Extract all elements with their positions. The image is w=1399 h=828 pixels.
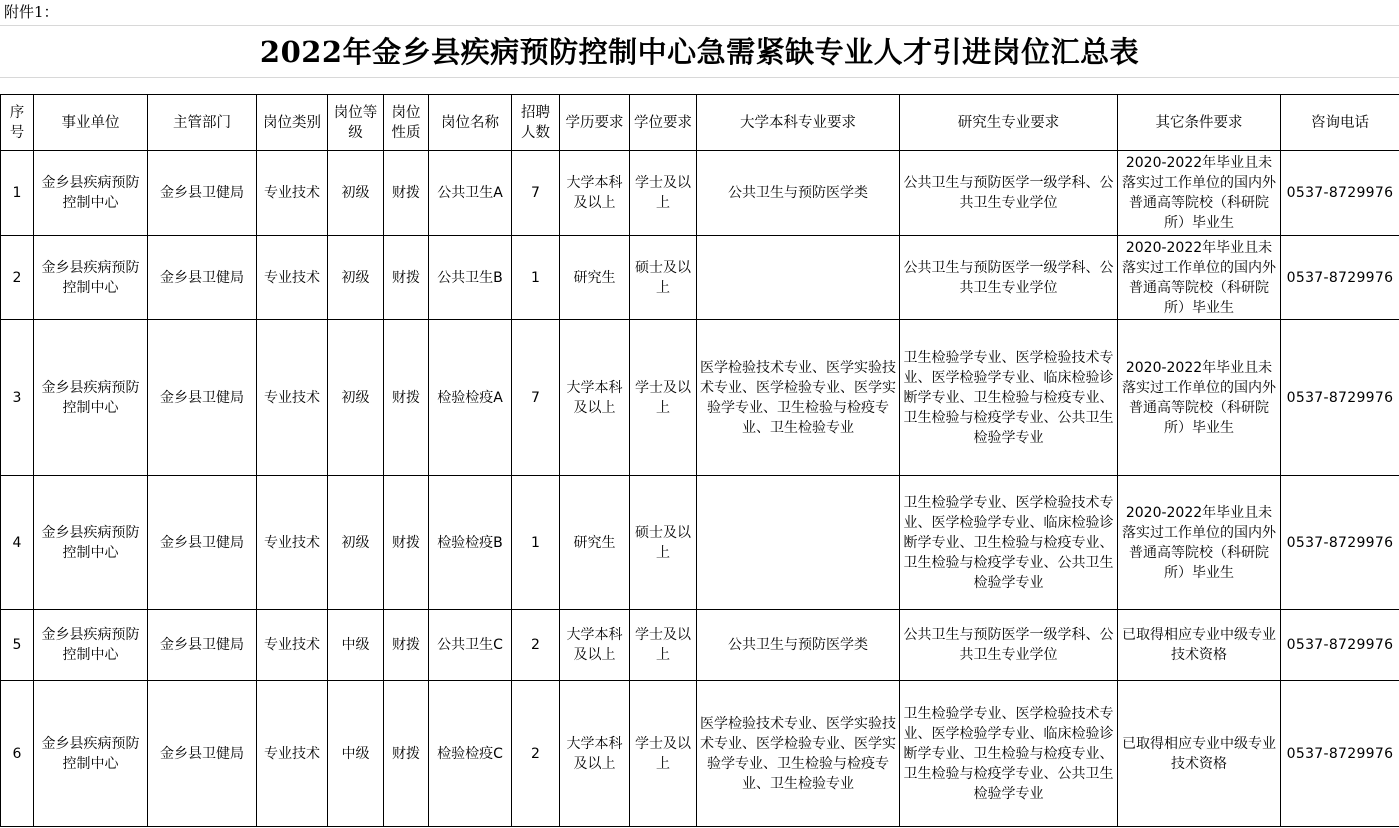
cell-education: 大学本科及以上: [560, 610, 630, 681]
cell-other: 2020-2022年毕业且未落实过工作单位的国内外普通高等院校（科研院所）毕业生: [1118, 320, 1281, 476]
cell-unit: 金乡县疾病预防控制中心: [34, 320, 148, 476]
cell-level: 初级: [328, 151, 384, 236]
cell-grad-major: 卫生检验学专业、医学检验技术专业、医学检验学专业、临床检验诊断学专业、卫生检验与检疫专业、卫生检验与检疫学专业、公共卫生检验学专业: [900, 320, 1118, 476]
cell-unit: 金乡县疾病预防控制中心: [34, 476, 148, 610]
cell-grad-major: 公共卫生与预防医学一级学科、公共卫生专业学位: [900, 236, 1118, 320]
cell-nature: 财拨: [384, 476, 429, 610]
cell-category: 专业技术: [257, 681, 328, 827]
cell-count: 2: [512, 610, 560, 681]
cell-post: 检验检疫C: [429, 681, 512, 827]
column-header: 大学本科专业要求: [697, 95, 900, 151]
cell-undergrad-major: 医学检验技术专业、医学实验技术专业、医学检验专业、医学实验学专业、卫生检验与检疫专业、卫生检验专业: [697, 681, 900, 827]
cell-degree: 硕士及以上: [630, 476, 697, 610]
column-header: 序号: [1, 95, 34, 151]
cell-no: 4: [1, 476, 34, 610]
cell-post: 公共卫生B: [429, 236, 512, 320]
cell-phone: 0537-8729976: [1281, 151, 1399, 236]
cell-education: 大学本科及以上: [560, 320, 630, 476]
attachment-label: 附件1：: [0, 0, 1399, 26]
cell-undergrad-major: 医学检验技术专业、医学实验技术专业、医学检验专业、医学实验学专业、卫生检验与检疫专业、卫生检验专业: [697, 320, 900, 476]
cell-post: 公共卫生C: [429, 610, 512, 681]
cell-dept: 金乡县卫健局: [148, 610, 257, 681]
cell-education: 研究生: [560, 236, 630, 320]
cell-category: 专业技术: [257, 151, 328, 236]
cell-count: 7: [512, 320, 560, 476]
table-header-row: [1, 95, 1399, 151]
table-row: [1, 681, 1399, 827]
cell-category: 专业技术: [257, 610, 328, 681]
cell-post: 检验检疫B: [429, 476, 512, 610]
cell-other: 已取得相应专业中级专业技术资格: [1118, 681, 1281, 827]
column-header: 其它条件要求: [1118, 95, 1281, 151]
cell-post: 检验检疫A: [429, 320, 512, 476]
cell-no: 1: [1, 151, 34, 236]
cell-grad-major: 卫生检验学专业、医学检验技术专业、医学检验学专业、临床检验诊断学专业、卫生检验与检疫专业、卫生检验与检疫学专业、公共卫生检验学专业: [900, 681, 1118, 827]
cell-level: 初级: [328, 476, 384, 610]
cell-education: 大学本科及以上: [560, 681, 630, 827]
cell-dept: 金乡县卫健局: [148, 476, 257, 610]
cell-category: 专业技术: [257, 320, 328, 476]
column-header: 岗位性质: [384, 95, 429, 151]
cell-count: 2: [512, 681, 560, 827]
column-header: 招聘人数: [512, 95, 560, 151]
cell-degree: 学士及以上: [630, 610, 697, 681]
table-row: [1, 320, 1399, 476]
table-row: [1, 476, 1399, 610]
cell-no: 3: [1, 320, 34, 476]
column-header: 岗位等级: [328, 95, 384, 151]
table-row: [1, 610, 1399, 681]
column-header: 学位要求: [630, 95, 697, 151]
cell-unit: 金乡县疾病预防控制中心: [34, 236, 148, 320]
cell-no: 5: [1, 610, 34, 681]
column-header: 咨询电话: [1281, 95, 1399, 151]
cell-other: 2020-2022年毕业且未落实过工作单位的国内外普通高等院校（科研院所）毕业生: [1118, 151, 1281, 236]
cell-phone: 0537-8729976: [1281, 610, 1399, 681]
cell-unit: 金乡县疾病预防控制中心: [34, 151, 148, 236]
cell-phone: 0537-8729976: [1281, 236, 1399, 320]
column-header: 岗位名称: [429, 95, 512, 151]
cell-phone: 0537-8729976: [1281, 476, 1399, 610]
cell-category: 专业技术: [257, 476, 328, 610]
cell-level: 中级: [328, 681, 384, 827]
cell-degree: 硕士及以上: [630, 236, 697, 320]
cell-undergrad-major: 公共卫生与预防医学类: [697, 610, 900, 681]
cell-level: 中级: [328, 610, 384, 681]
cell-unit: 金乡县疾病预防控制中心: [34, 681, 148, 827]
cell-dept: 金乡县卫健局: [148, 681, 257, 827]
positions-table: [0, 94, 1399, 827]
cell-degree: 学士及以上: [630, 681, 697, 827]
cell-category: 专业技术: [257, 236, 328, 320]
cell-count: 7: [512, 151, 560, 236]
cell-count: 1: [512, 476, 560, 610]
cell-level: 初级: [328, 320, 384, 476]
cell-grad-major: 公共卫生与预防医学一级学科、公共卫生专业学位: [900, 151, 1118, 236]
cell-nature: 财拨: [384, 681, 429, 827]
cell-other: 已取得相应专业中级专业技术资格: [1118, 610, 1281, 681]
cell-nature: 财拨: [384, 610, 429, 681]
column-header: 事业单位: [34, 95, 148, 151]
cell-undergrad-major: [697, 476, 900, 610]
cell-level: 初级: [328, 236, 384, 320]
cell-other: 2020-2022年毕业且未落实过工作单位的国内外普通高等院校（科研院所）毕业生: [1118, 476, 1281, 610]
page-title: 2022年金乡县疾病预防控制中心急需紧缺专业人才引进岗位汇总表: [0, 26, 1399, 78]
cell-education: 研究生: [560, 476, 630, 610]
cell-phone: 0537-8729976: [1281, 681, 1399, 827]
table-row: [1, 236, 1399, 320]
column-header: 岗位类别: [257, 95, 328, 151]
cell-dept: 金乡县卫健局: [148, 151, 257, 236]
cell-dept: 金乡县卫健局: [148, 320, 257, 476]
column-header: 主管部门: [148, 95, 257, 151]
cell-grad-major: 公共卫生与预防医学一级学科、公共卫生专业学位: [900, 610, 1118, 681]
cell-post: 公共卫生A: [429, 151, 512, 236]
cell-nature: 财拨: [384, 151, 429, 236]
cell-degree: 学士及以上: [630, 151, 697, 236]
cell-education: 大学本科及以上: [560, 151, 630, 236]
column-header: 研究生专业要求: [900, 95, 1118, 151]
cell-other: 2020-2022年毕业且未落实过工作单位的国内外普通高等院校（科研院所）毕业生: [1118, 236, 1281, 320]
cell-no: 2: [1, 236, 34, 320]
cell-dept: 金乡县卫健局: [148, 236, 257, 320]
cell-grad-major: 卫生检验学专业、医学检验技术专业、医学检验学专业、临床检验诊断学专业、卫生检验与检疫专业、卫生检验与检疫学专业、公共卫生检验学专业: [900, 476, 1118, 610]
cell-nature: 财拨: [384, 320, 429, 476]
cell-count: 1: [512, 236, 560, 320]
table-row: [1, 151, 1399, 236]
cell-degree: 学士及以上: [630, 320, 697, 476]
cell-undergrad-major: 公共卫生与预防医学类: [697, 151, 900, 236]
cell-nature: 财拨: [384, 236, 429, 320]
cell-phone: 0537-8729976: [1281, 320, 1399, 476]
column-header: 学历要求: [560, 95, 630, 151]
cell-unit: 金乡县疾病预防控制中心: [34, 610, 148, 681]
cell-undergrad-major: [697, 236, 900, 320]
cell-no: 6: [1, 681, 34, 827]
